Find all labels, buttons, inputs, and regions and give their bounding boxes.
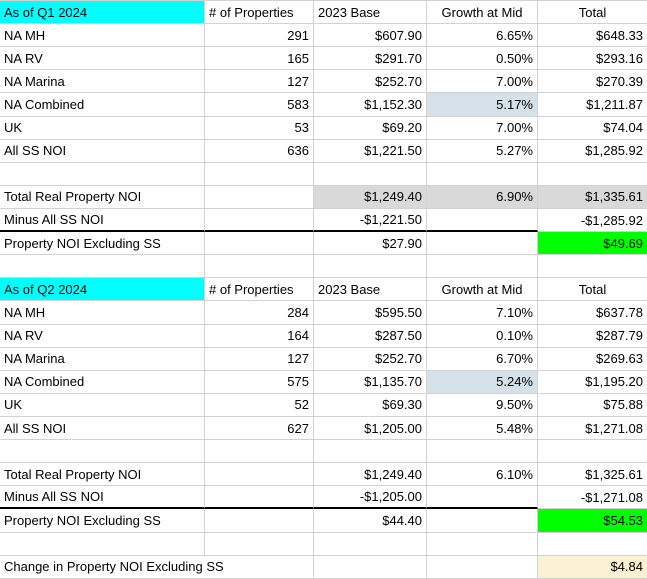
q2-row-total[interactable]: $287.79 — [538, 325, 647, 348]
q1-minus-ss-total[interactable]: -$1,285.92 — [538, 209, 647, 232]
q2-excl-ss-label[interactable]: Property NOI Excluding SS — [0, 509, 205, 532]
empty-cell[interactable] — [205, 163, 314, 186]
q2-row-base[interactable]: $69.30 — [314, 394, 427, 417]
q2-row-growth[interactable]: 7.10% — [427, 301, 538, 324]
q2-row-growth[interactable]: 0.10% — [427, 325, 538, 348]
empty-cell[interactable] — [314, 556, 427, 579]
q1-row-growth[interactable]: 0.50% — [427, 47, 538, 70]
empty-cell[interactable] — [314, 533, 427, 556]
q1-row-growth[interactable]: 5.27% — [427, 140, 538, 163]
q2-section-title[interactable]: As of Q2 2024 — [0, 278, 205, 301]
q2-row-base[interactable]: $287.50 — [314, 325, 427, 348]
q2-colhdr-total[interactable]: Total — [538, 278, 647, 301]
change-excl-ss-label[interactable]: Change in Property NOI Excluding SS — [0, 556, 314, 579]
q2-excl-ss-total-result[interactable]: $54.53 — [538, 509, 647, 532]
q2-row-props[interactable]: 164 — [205, 325, 314, 348]
q2-row-base[interactable]: $252.70 — [314, 348, 427, 371]
q1-row-total[interactable]: $648.33 — [538, 24, 647, 47]
empty-cell[interactable] — [538, 533, 647, 556]
empty-cell[interactable] — [538, 440, 647, 463]
q1-row-base[interactable]: $1,221.50 — [314, 140, 427, 163]
empty-cell[interactable] — [427, 163, 538, 186]
empty-cell[interactable] — [205, 255, 314, 278]
q1-row-growth[interactable]: 7.00% — [427, 117, 538, 140]
q1-row-total[interactable]: $293.16 — [538, 47, 647, 70]
q2-row-total[interactable]: $637.78 — [538, 301, 647, 324]
q2-total-noi-total[interactable]: $1,325.61 — [538, 463, 647, 486]
empty-cell[interactable] — [205, 186, 314, 209]
empty-cell[interactable] — [0, 440, 205, 463]
empty-cell[interactable] — [0, 533, 205, 556]
empty-cell[interactable] — [205, 533, 314, 556]
q2-total-noi-growth[interactable]: 6.10% — [427, 463, 538, 486]
q2-colhdr-base[interactable]: 2023 Base — [314, 278, 427, 301]
empty-cell[interactable] — [427, 509, 538, 532]
q1-total-noi-label[interactable]: Total Real Property NOI — [0, 186, 205, 209]
empty-cell[interactable] — [314, 163, 427, 186]
q1-section-title[interactable]: As of Q1 2024 — [0, 1, 205, 24]
q2-row-growth[interactable]: 6.70% — [427, 348, 538, 371]
q2-excl-ss-base[interactable]: $44.40 — [314, 509, 427, 532]
q1-row-total[interactable]: $270.39 — [538, 70, 647, 93]
q1-excl-ss-label[interactable]: Property NOI Excluding SS — [0, 232, 205, 255]
empty-cell[interactable] — [427, 440, 538, 463]
q2-minus-ss-base[interactable]: -$1,205.00 — [314, 486, 427, 509]
q1-row-base[interactable]: $1,152.30 — [314, 93, 427, 116]
q2-minus-ss-label[interactable]: Minus All SS NOI — [0, 486, 205, 509]
q1-row-label[interactable]: NA MH — [0, 24, 205, 47]
q1-row-base[interactable]: $69.20 — [314, 117, 427, 140]
q1-row-label[interactable]: NA RV — [0, 47, 205, 70]
q1-row-label[interactable]: NA Marina — [0, 70, 205, 93]
empty-cell[interactable] — [427, 232, 538, 255]
empty-cell[interactable] — [0, 255, 205, 278]
q1-colhdr-properties[interactable]: # of Properties — [205, 1, 314, 24]
q2-row-total[interactable]: $75.88 — [538, 394, 647, 417]
q1-row-label[interactable]: All SS NOI — [0, 140, 205, 163]
q2-row-total[interactable]: $1,195.20 — [538, 371, 647, 394]
empty-cell[interactable] — [205, 463, 314, 486]
q1-row-total[interactable]: $1,285.92 — [538, 140, 647, 163]
empty-cell[interactable] — [314, 255, 427, 278]
q1-row-base[interactable]: $607.90 — [314, 24, 427, 47]
empty-cell[interactable] — [427, 556, 538, 579]
q2-row-growth-highlighted[interactable]: 5.24% — [427, 371, 538, 394]
empty-cell[interactable] — [205, 232, 314, 255]
change-excl-ss-value[interactable]: $4.84 — [538, 556, 647, 579]
q1-colhdr-total[interactable]: Total — [538, 1, 647, 24]
empty-cell[interactable] — [538, 255, 647, 278]
q1-minus-ss-label[interactable]: Minus All SS NOI — [0, 209, 205, 232]
q1-colhdr-base[interactable]: 2023 Base — [314, 1, 427, 24]
q2-row-props[interactable]: 52 — [205, 394, 314, 417]
q2-colhdr-growth[interactable]: Growth at Mid — [427, 278, 538, 301]
empty-cell[interactable] — [205, 440, 314, 463]
q2-row-label[interactable]: All SS NOI — [0, 417, 205, 440]
q2-total-noi-base[interactable]: $1,249.40 — [314, 463, 427, 486]
q2-row-total[interactable]: $1,271.08 — [538, 417, 647, 440]
q1-row-total[interactable]: $1,211.87 — [538, 93, 647, 116]
q2-row-props[interactable]: 127 — [205, 348, 314, 371]
q2-row-growth[interactable]: 9.50% — [427, 394, 538, 417]
q2-row-base[interactable]: $1,135.70 — [314, 371, 427, 394]
q1-total-noi-base[interactable]: $1,249.40 — [314, 186, 427, 209]
empty-cell[interactable] — [205, 509, 314, 532]
q1-row-base[interactable]: $252.70 — [314, 70, 427, 93]
q1-row-props[interactable]: 53 — [205, 117, 314, 140]
q1-row-label[interactable]: UK — [0, 117, 205, 140]
empty-cell[interactable] — [0, 163, 205, 186]
q2-minus-ss-total[interactable]: -$1,271.08 — [538, 486, 647, 509]
q1-colhdr-growth[interactable]: Growth at Mid — [427, 1, 538, 24]
q2-row-base[interactable]: $595.50 — [314, 301, 427, 324]
q1-total-noi-total[interactable]: $1,335.61 — [538, 186, 647, 209]
q1-row-total[interactable]: $74.04 — [538, 117, 647, 140]
q2-row-base[interactable]: $1,205.00 — [314, 417, 427, 440]
q1-row-growth[interactable]: 6.65% — [427, 24, 538, 47]
q2-row-label[interactable]: UK — [0, 394, 205, 417]
q1-total-noi-growth[interactable]: 6.90% — [427, 186, 538, 209]
empty-cell[interactable] — [427, 486, 538, 509]
q2-row-label[interactable]: NA Combined — [0, 371, 205, 394]
q1-excl-ss-total-result[interactable]: $49.69 — [538, 232, 647, 255]
q1-excl-ss-base[interactable]: $27.90 — [314, 232, 427, 255]
q2-row-total[interactable]: $269.63 — [538, 348, 647, 371]
q1-row-label[interactable]: NA Combined — [0, 93, 205, 116]
empty-cell[interactable] — [538, 163, 647, 186]
q1-row-base[interactable]: $291.70 — [314, 47, 427, 70]
q2-row-props[interactable]: 627 — [205, 417, 314, 440]
q2-row-props[interactable]: 284 — [205, 301, 314, 324]
empty-cell[interactable] — [205, 486, 314, 509]
q1-row-growth[interactable]: 7.00% — [427, 70, 538, 93]
q1-row-props[interactable]: 127 — [205, 70, 314, 93]
q2-row-label[interactable]: NA Marina — [0, 348, 205, 371]
q2-total-noi-label[interactable]: Total Real Property NOI — [0, 463, 205, 486]
q2-row-growth[interactable]: 5.48% — [427, 417, 538, 440]
empty-cell[interactable] — [314, 440, 427, 463]
q2-row-label[interactable]: NA MH — [0, 301, 205, 324]
empty-cell[interactable] — [205, 209, 314, 232]
q2-row-label[interactable]: NA RV — [0, 325, 205, 348]
q1-row-props[interactable]: 165 — [205, 47, 314, 70]
q1-row-props[interactable]: 583 — [205, 93, 314, 116]
empty-cell[interactable] — [427, 255, 538, 278]
empty-cell[interactable] — [427, 533, 538, 556]
q2-row-props[interactable]: 575 — [205, 371, 314, 394]
q2-colhdr-properties[interactable]: # of Properties — [205, 278, 314, 301]
empty-cell[interactable] — [427, 209, 538, 232]
q1-row-props[interactable]: 636 — [205, 140, 314, 163]
q1-minus-ss-base[interactable]: -$1,221.50 — [314, 209, 427, 232]
q1-row-props[interactable]: 291 — [205, 24, 314, 47]
q1-row-growth-highlighted[interactable]: 5.17% — [427, 93, 538, 116]
